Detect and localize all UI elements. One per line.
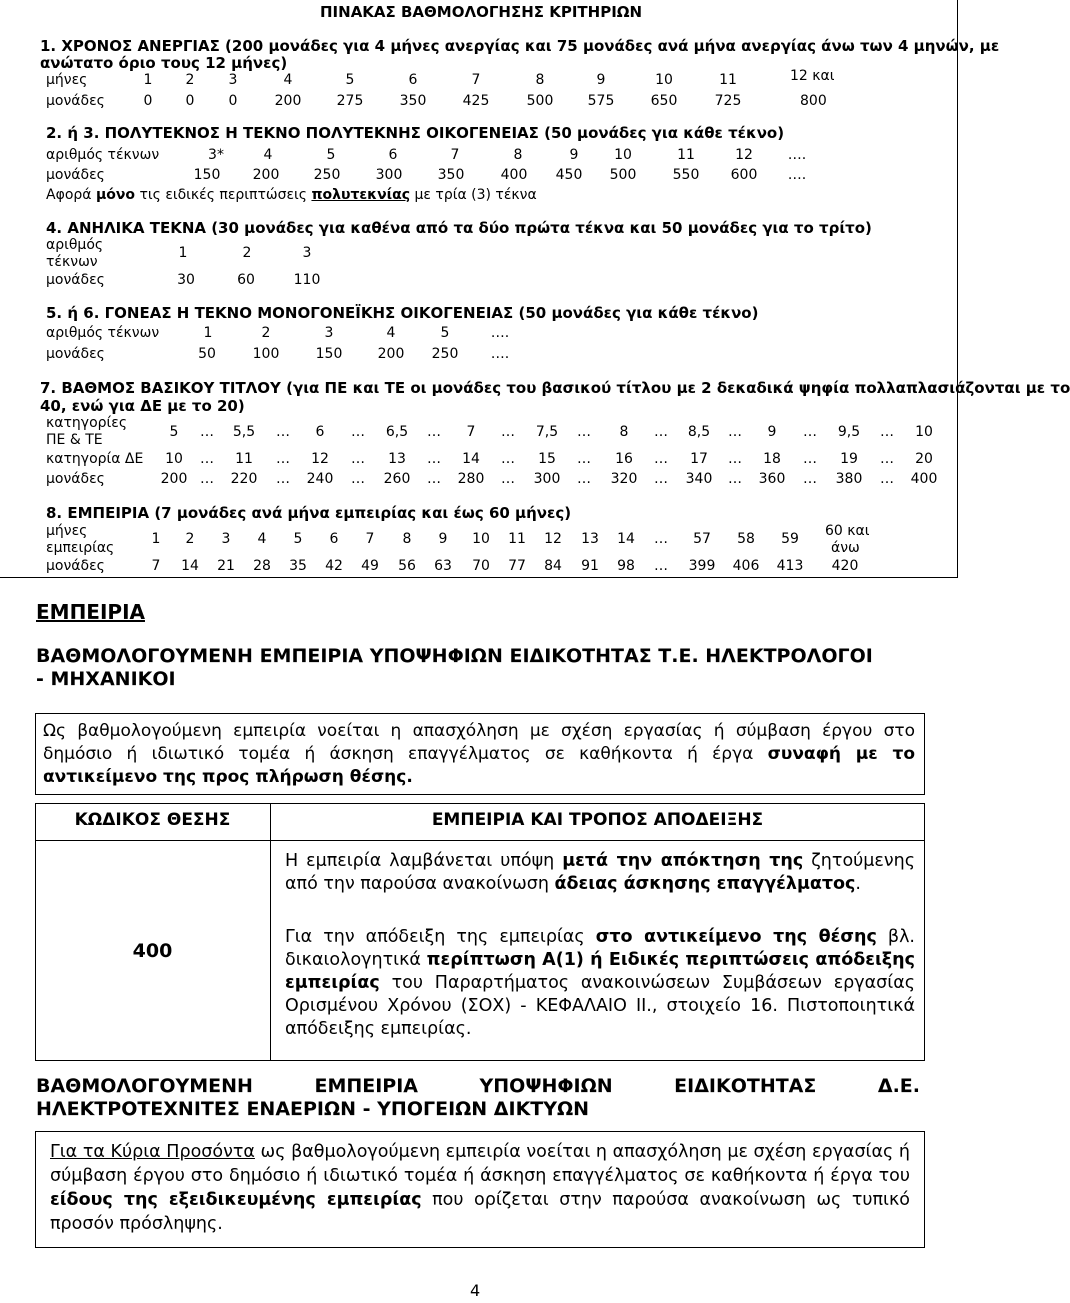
- table-cell: 11: [235, 451, 253, 467]
- table-cell: 4: [257, 531, 267, 547]
- table-cell: 57: [693, 531, 711, 547]
- table-cell: 77: [508, 558, 526, 574]
- table-cell: 5,5: [232, 424, 256, 440]
- table-cell: 8: [619, 424, 629, 440]
- table-cell: 10: [655, 72, 673, 88]
- s4-row1-label-cont: τέκνων: [46, 254, 98, 270]
- col-code-header: ΚΩΔΙΚΟΣ ΘΕΣΗΣ: [74, 810, 231, 830]
- table-cell: 28: [253, 558, 271, 574]
- table-cell: …: [427, 424, 441, 440]
- de-heading: [36, 1075, 920, 1097]
- s5-row2-label: μονάδες: [46, 346, 105, 362]
- table-cell: 220: [230, 471, 258, 487]
- table-cell: 13: [388, 451, 406, 467]
- table-cell: …: [351, 451, 365, 467]
- table-cell: 30: [177, 272, 195, 288]
- table-cell: 6: [329, 531, 339, 547]
- table-cell: …: [577, 424, 591, 440]
- table-cell: ….: [787, 147, 807, 163]
- table-cell: 3: [324, 325, 334, 341]
- table-cell: 250: [431, 346, 459, 362]
- table-cell: …: [728, 424, 742, 440]
- table-cell: 425: [462, 93, 490, 109]
- table-cell: 11: [719, 72, 737, 88]
- table-cell: 14: [617, 531, 635, 547]
- table-cell: 200: [160, 471, 188, 487]
- table-cell: 50: [198, 346, 216, 362]
- table-cell: 14: [462, 451, 480, 467]
- table-cell: 10: [472, 531, 490, 547]
- s5-row1-label: αριθμός τέκνων: [46, 325, 160, 341]
- table-cell: 2: [242, 245, 252, 261]
- table-cell: 360: [758, 471, 786, 487]
- table-cell: 420: [831, 558, 859, 574]
- position-code: 400: [132, 940, 173, 962]
- s8-row1-label-cont: εμπειρίας: [46, 540, 115, 556]
- table-cell: 725: [714, 93, 742, 109]
- table-cell: …: [654, 558, 668, 574]
- table-cell: 300: [533, 471, 561, 487]
- table-cell: 20: [915, 451, 933, 467]
- table-cell: 15: [538, 451, 556, 467]
- table-cell: 6,5: [385, 424, 409, 440]
- s7-row2-label: κατηγορία ΔΕ: [46, 451, 144, 467]
- table-cell: 280: [457, 471, 485, 487]
- table-cell: 10: [614, 147, 632, 163]
- table-cell: 413: [776, 558, 804, 574]
- table-cell: 550: [672, 167, 700, 183]
- s4-heading: 4. ΑΝΗΛΙΚΑ ΤΕΚΝΑ (30 μονάδες για καθένα από τα δύο πρώτα τέκνα και 50 μονάδες για το τρίτο): [46, 219, 872, 237]
- table-cell: …: [427, 471, 441, 487]
- table-cell: 70: [472, 558, 490, 574]
- table-cell: 7: [365, 531, 375, 547]
- s7-row3-label: μονάδες: [46, 471, 105, 487]
- table-cell: 1: [178, 245, 188, 261]
- table-cell: 13: [581, 531, 599, 547]
- table-cell: 12: [311, 451, 329, 467]
- table-cell: 9: [438, 531, 448, 547]
- table-cell: …: [276, 451, 290, 467]
- table-cell: 91: [581, 558, 599, 574]
- de-heading-word: ΕΜΠΕΙΡΙΑ: [314, 1075, 419, 1097]
- table-cell: …: [880, 451, 894, 467]
- table-cell: 3: [228, 72, 238, 88]
- table-cell: 150: [315, 346, 343, 362]
- table-cell: 10: [915, 424, 933, 440]
- table-cell: 5: [169, 424, 179, 440]
- table-cell: 380: [835, 471, 863, 487]
- table-cell: 650: [650, 93, 678, 109]
- s2-note: Αφορά μόνο τις ειδικές περιπτώσεις πολυτεκνίας με τρία (3) τέκνα: [46, 187, 537, 203]
- table-cell: 9: [596, 72, 606, 88]
- de-heading-cont: ΗΛΕΚΤΡΟΤΕΧΝΙΤΕΣ ΕΝΑΕΡΙΩΝ - ΥΠΟΓΕΙΩΝ ΔΙΚΤΥΩΝ: [36, 1098, 590, 1120]
- table-cell: 500: [609, 167, 637, 183]
- table-cell: …: [200, 471, 214, 487]
- experience-table-header-rule: [35, 840, 925, 841]
- s4-row1-label: αριθμός: [46, 237, 104, 253]
- s8-row1-last-cont: άνω: [831, 540, 860, 556]
- table-cell: 340: [685, 471, 713, 487]
- table-cell: …: [728, 451, 742, 467]
- table-cell: 11: [508, 531, 526, 547]
- table-cell: 4: [386, 325, 396, 341]
- table-cell: 350: [399, 93, 427, 109]
- table-cell: …: [803, 424, 817, 440]
- table-cell: …: [803, 471, 817, 487]
- table-cell: …: [501, 451, 515, 467]
- s1-row1-last: 12 και: [790, 68, 835, 84]
- table-cell: 14: [181, 558, 199, 574]
- table-cell: …: [654, 531, 668, 547]
- table-cell: 350: [437, 167, 465, 183]
- table-cell: 1: [143, 72, 153, 88]
- s7-heading: 7. ΒΑΘΜΟΣ ΒΑΣΙΚΟΥ ΤΙΤΛΟΥ (για ΠΕ και ΤΕ οι μονάδες του βασικού τίτλου με 2 δεκαδικά ψηφία πολλαπλασιάζονται με το: [40, 379, 1070, 397]
- s1-row1-label: μήνες: [46, 72, 88, 88]
- table-cell: 4: [263, 147, 273, 163]
- table-cell: ….: [787, 167, 807, 183]
- table-cell: 0: [143, 93, 153, 109]
- s4-row2-label: μονάδες: [46, 272, 105, 288]
- s5-heading: 5. ή 6. ΓΟΝΕΑΣ Η ΤΕΚΝΟ ΜΟΝΟΓΟΝΕΪΚΗΣ ΟΙΚΟΓΕΝΕΙΑΣ (50 μονάδες για κάθε τέκνο): [46, 304, 759, 322]
- table-cell: 406: [732, 558, 760, 574]
- table-cell: 200: [274, 93, 302, 109]
- s8-heading: 8. ΕΜΠΕΙΡΙΑ (7 μονάδες ανά μήνα εμπειρίας και έως 60 μήνες): [46, 504, 572, 522]
- table-cell: 42: [325, 558, 343, 574]
- table-cell: 49: [361, 558, 379, 574]
- table-cell: 399: [688, 558, 716, 574]
- table-cell: …: [577, 471, 591, 487]
- table-cell: 320: [610, 471, 638, 487]
- table-cell: 18: [763, 451, 781, 467]
- table-cell: 6: [315, 424, 325, 440]
- de-heading-word: Δ.Ε.: [877, 1075, 920, 1097]
- table-cell: 3: [221, 531, 231, 547]
- table-cell: 7: [466, 424, 476, 440]
- table-cell: 200: [252, 167, 280, 183]
- table-cell: …: [654, 451, 668, 467]
- table-cell: …: [200, 424, 214, 440]
- table-cell: 9: [767, 424, 777, 440]
- experience-table-col-rule: [270, 803, 271, 1061]
- table-cell: 2: [261, 325, 271, 341]
- table-cell: 11: [677, 147, 695, 163]
- table-cell: 5: [293, 531, 303, 547]
- col-experience-header: ΕΜΠΕΙΡΙΑ ΚΑΙ ΤΡΟΠΟΣ ΑΠΟΔΕΙΞΗΣ: [431, 810, 764, 830]
- table-cell: 5: [345, 72, 355, 88]
- table-cell: …: [351, 471, 365, 487]
- table-cell: 84: [544, 558, 562, 574]
- de-heading-word: ΒΑΘΜΟΛΟΓΟΥΜΕΝΗ: [36, 1075, 253, 1097]
- table-cell: 2: [185, 72, 195, 88]
- table-cell: 9: [569, 147, 579, 163]
- table-cell: 250: [313, 167, 341, 183]
- experience-heading-cont: - ΜΗΧΑΝΙΚΟΙ: [36, 668, 176, 690]
- table-cell: 6: [388, 147, 398, 163]
- de-heading-word: ΥΠΟΨΗΦΙΩΝ: [479, 1075, 613, 1097]
- table-cell: 35: [289, 558, 307, 574]
- table-cell: 0: [228, 93, 238, 109]
- table-cell: …: [728, 471, 742, 487]
- experience-title: ΕΜΠΕΙΡΙΑ: [36, 600, 145, 624]
- table-cell: 2: [185, 531, 195, 547]
- table-cell: 4: [283, 72, 293, 88]
- table-cell: 12: [735, 147, 753, 163]
- table-cell: 16: [615, 451, 633, 467]
- table-cell: 8: [402, 531, 412, 547]
- s2-row1-label: αριθμός τέκνων: [46, 147, 160, 163]
- table-cell: …: [654, 471, 668, 487]
- experience-p1: Η εμπειρία λαμβάνεται υπόψη μετά την απόκτηση της ζητούμενης από την παρούσα ανακοίνωση άδειας άσκησης επαγγέλματος.: [285, 851, 916, 894]
- s1-row2-last: 800: [800, 93, 827, 109]
- table-cell: 260: [383, 471, 411, 487]
- table-cell: 7: [471, 72, 481, 88]
- table-cell: …: [501, 424, 515, 440]
- s2-row2-label: μονάδες: [46, 167, 105, 183]
- table-cell: 400: [500, 167, 528, 183]
- table-cell: 98: [617, 558, 635, 574]
- table-cell: 7: [151, 558, 161, 574]
- experience-p2: Για την απόδειξη της εμπειρίας στο αντικείμενο της θέσης βλ. δικαιολογητικά περίπτωση Α(1) ή Ειδικές περιπτώσεις απόδειξης εμπειρίας του Παραρτήματος ανακοινώσεων Συμβάσεων εργασίας Ορισμένου Χρόνου (ΣΟΧ) - ΚΕΦΑΛΑΙΟ ΙΙ., στοιχείο 16. Πιστοποιητικά απόδειξης εμπειρίας.: [285, 927, 915, 1039]
- de-heading-word: ΕΙΔΙΚΟΤΗΤΑΣ: [674, 1075, 817, 1097]
- table-cell: …: [276, 424, 290, 440]
- table-cell: …: [880, 471, 894, 487]
- table-cell: 200: [377, 346, 405, 362]
- table-cell: 21: [217, 558, 235, 574]
- table-cell: 8,5: [687, 424, 711, 440]
- s7-row1-label-cont: ΠΕ & ΤΕ: [46, 432, 103, 448]
- table-cell: …: [577, 451, 591, 467]
- table-cell: 8: [513, 147, 523, 163]
- table-cell: 150: [193, 167, 221, 183]
- table-cell: 500: [526, 93, 554, 109]
- s7-row1-label: κατηγορίες: [46, 415, 128, 431]
- table-cell: 3*: [208, 147, 224, 163]
- table-cell: …: [351, 424, 365, 440]
- s1-heading-cont: ανώτατο όριο τους 12 μήνες): [40, 54, 288, 72]
- table-cell: ….: [490, 325, 510, 341]
- table-cell: …: [276, 471, 290, 487]
- table-cell: 63: [434, 558, 452, 574]
- page-number: 4: [470, 1281, 481, 1300]
- s1-row2-label: μονάδες: [46, 93, 105, 109]
- table-cell: 9,5: [837, 424, 861, 440]
- criteria-title: ΠΙΝΑΚΑΣ ΒΑΘΜΟΛΟΓΗΣΗΣ ΚΡΙΤΗΡΙΩΝ: [320, 3, 643, 21]
- table-cell: …: [200, 451, 214, 467]
- table-cell: 58: [737, 531, 755, 547]
- table-cell: 7: [450, 147, 460, 163]
- table-cell: 1: [203, 325, 213, 341]
- table-cell: 59: [781, 531, 799, 547]
- s1-heading: 1. ΧΡΟΝΟΣ ΑΝΕΡΓΙΑΣ (200 μονάδες για 4 μήνες ανεργίας και 75 μονάδες ανά μήνα ανεργίας άνω των 4 μηνών, με: [40, 37, 1000, 55]
- table-cell: …: [501, 471, 515, 487]
- table-cell: 3: [302, 245, 312, 261]
- table-cell: 5: [440, 325, 450, 341]
- s8-row2-label: μονάδες: [46, 558, 105, 574]
- table-cell: …: [654, 424, 668, 440]
- table-cell: 400: [910, 471, 938, 487]
- table-cell: 7,5: [535, 424, 559, 440]
- table-cell: 240: [306, 471, 334, 487]
- table-cell: ….: [490, 346, 510, 362]
- table-cell: …: [880, 424, 894, 440]
- table-cell: 0: [185, 93, 195, 109]
- table-cell: 110: [293, 272, 321, 288]
- s8-row1-label: μήνες: [46, 523, 88, 539]
- s2-heading: 2. ή 3. ΠΟΛΥΤΕΚΝΟΣ Η ΤΕΚΝΟ ΠΟΛΥΤΕΚΝΗΣ ΟΙΚΟΓΕΝΕΙΑΣ (50 μονάδες για κάθε τέκνο): [46, 124, 785, 142]
- table-cell: 6: [408, 72, 418, 88]
- de-text: Για τα Κύρια Προσόντα ως βαθμολογούμενη εμπειρία νοείται η απασχόληση με σχέση εργασίας ή σύμβαση έργου στο δημόσιο ή ιδιωτικό τομέα ή άσκηση επαγγέλματος σε καθήκοντα ή έργα του είδους της εξειδικευμένης εμπειρίας που ορίζεται στην παρούσα ανακοίνωση ως τυπικό προσόν πρόσληψης.: [50, 1142, 910, 1234]
- table-cell: 300: [375, 167, 403, 183]
- table-cell: 10: [165, 451, 183, 467]
- table-cell: …: [427, 451, 441, 467]
- table-cell: 275: [336, 93, 364, 109]
- table-cell: …: [803, 451, 817, 467]
- table-cell: 60: [237, 272, 255, 288]
- s8-row1-last: 60 και: [825, 523, 870, 539]
- table-cell: 8: [535, 72, 545, 88]
- table-cell: 1: [151, 531, 161, 547]
- table-cell: 600: [730, 167, 758, 183]
- experience-intro: Ως βαθμολογούμενη εμπειρία νοείται η απασχόληση με σχέση εργασίας ή σύμβαση έργου στο δημόσιο ή ιδιωτικό τομέα ή άσκηση επαγγέλματος σε καθήκοντα ή έργα συναφή με το αντικείμενο της προς πλήρωση θέσης.: [43, 721, 915, 787]
- table-cell: 17: [690, 451, 708, 467]
- table-cell: 575: [587, 93, 615, 109]
- s7-heading-cont: 40, ενώ για ΔΕ με το 20): [40, 397, 245, 415]
- table-cell: 12: [544, 531, 562, 547]
- table-cell: 100: [252, 346, 280, 362]
- table-cell: 5: [326, 147, 336, 163]
- table-cell: 56: [398, 558, 416, 574]
- table-cell: 450: [555, 167, 583, 183]
- experience-heading: ΒΑΘΜΟΛΟΓΟΥΜΕΝΗ ΕΜΠΕΙΡΙΑ ΥΠΟΨΗΦΙΩΝ ΕΙΔΙΚΟΤΗΤΑΣ Τ.Ε. ΗΛΕΚΤΡΟΛΟΓΟΙ: [36, 645, 873, 667]
- table-cell: 19: [840, 451, 858, 467]
